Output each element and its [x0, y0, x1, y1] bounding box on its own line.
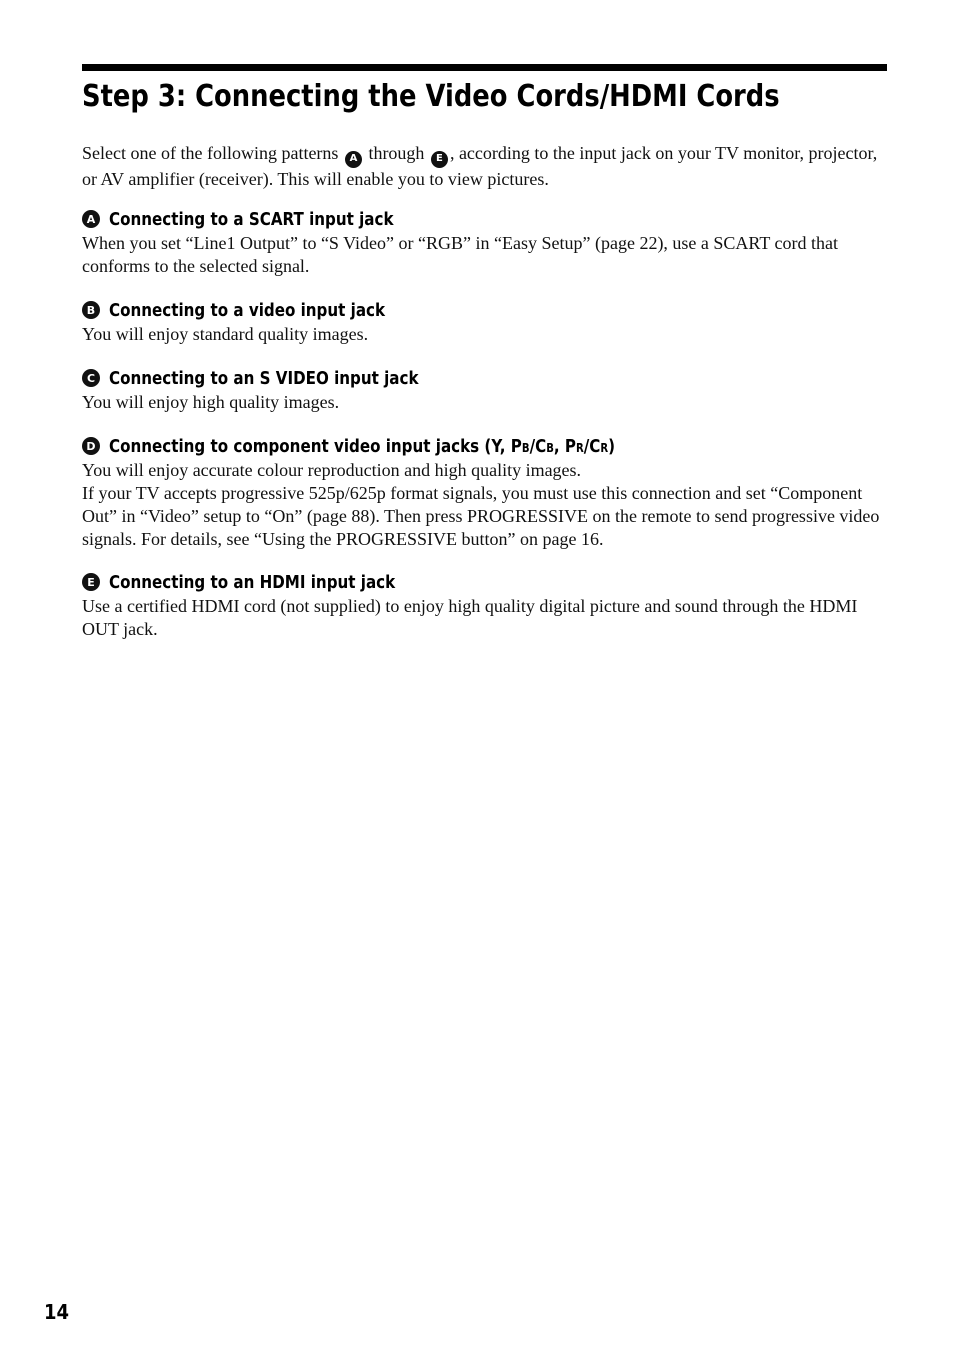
pr-p: P: [564, 435, 577, 457]
pattern-c-icon: C: [82, 369, 100, 387]
section-body: You will enjoy standard quality images.: [82, 324, 369, 344]
pb-b: B: [521, 440, 530, 455]
section-body: You will enjoy accurate colour reproduction and high quality images.: [82, 460, 582, 480]
section-body: When you set “Line1 Output” to “S Video” or “RGB” in “Easy Setup” (page 22), use a SCART cord that conforms to the selected signal.: [82, 233, 838, 276]
pattern-a-badge-icon: A: [345, 151, 362, 168]
cb-b: B: [546, 440, 554, 455]
section-scart: [82, 207, 887, 278]
section-body: You will enjoy high quality images.: [82, 392, 340, 412]
section-hdmi: [82, 570, 887, 641]
pattern-a-icon: A: [82, 210, 100, 228]
slash-1: /: [529, 435, 536, 457]
pb-p: P: [510, 435, 522, 457]
page-title: Step 3: Connecting the Video Cords/HDMI Cords: [82, 79, 780, 114]
title-rule: [82, 64, 887, 71]
section-heading-text: Connecting to an HDMI input jack: [109, 571, 396, 593]
section-heading: [82, 298, 887, 322]
intro-paragraph: [82, 142, 887, 191]
section-heading-text: Connecting to a video input jack: [109, 299, 386, 321]
section-heading-text: Connecting to an S VIDEO input jack: [109, 367, 419, 389]
intro-text-3: , according to the input jack on your TV monitor, projector, or AV amplifier (receiver). This will enable you to view pictures.: [82, 143, 878, 189]
section-heading: [82, 434, 887, 458]
pattern-e-badge-icon: E: [431, 151, 448, 168]
section-heading: [82, 570, 887, 594]
cr-c: C: [589, 435, 601, 457]
section-heading: [82, 207, 887, 231]
intro-text-1: Select one of the following patterns: [82, 143, 339, 163]
pattern-d-icon: D: [82, 437, 100, 455]
pattern-b-icon: B: [82, 301, 100, 319]
section-heading: [82, 366, 887, 390]
section-video: [82, 298, 887, 346]
page-number: 14: [44, 1300, 70, 1324]
heading-text-main: Connecting to component video input jacks (Y,: [109, 435, 511, 457]
cr-r: R: [600, 440, 609, 455]
intro-text-2: through: [368, 143, 425, 163]
section-body-progressive: If your TV accepts progressive 525p/625p format signals, you must use this connection and set “Component Out” in “Video” setup to “On” (page 88). Then press PROGRESSIVE on the remote to send progressive video signals. For details, see “Using the PROGRESSIVE button” on page 16.: [82, 483, 880, 549]
slash-2: /: [583, 435, 590, 457]
section-s-video: [82, 366, 887, 414]
section-component: [82, 434, 887, 551]
section-heading-text: [109, 436, 615, 457]
close-paren: ): [608, 435, 616, 457]
section-heading-text: Connecting to a SCART input jack: [109, 208, 394, 230]
pr-r: R: [576, 440, 584, 455]
pattern-e-icon: E: [82, 573, 100, 591]
section-body: Use a certified HDMI cord (not supplied) to enjoy high quality digital picture and sound through the HDMI OUT jack.: [82, 596, 858, 639]
comma: ,: [553, 435, 565, 457]
cb-c: C: [535, 435, 547, 457]
